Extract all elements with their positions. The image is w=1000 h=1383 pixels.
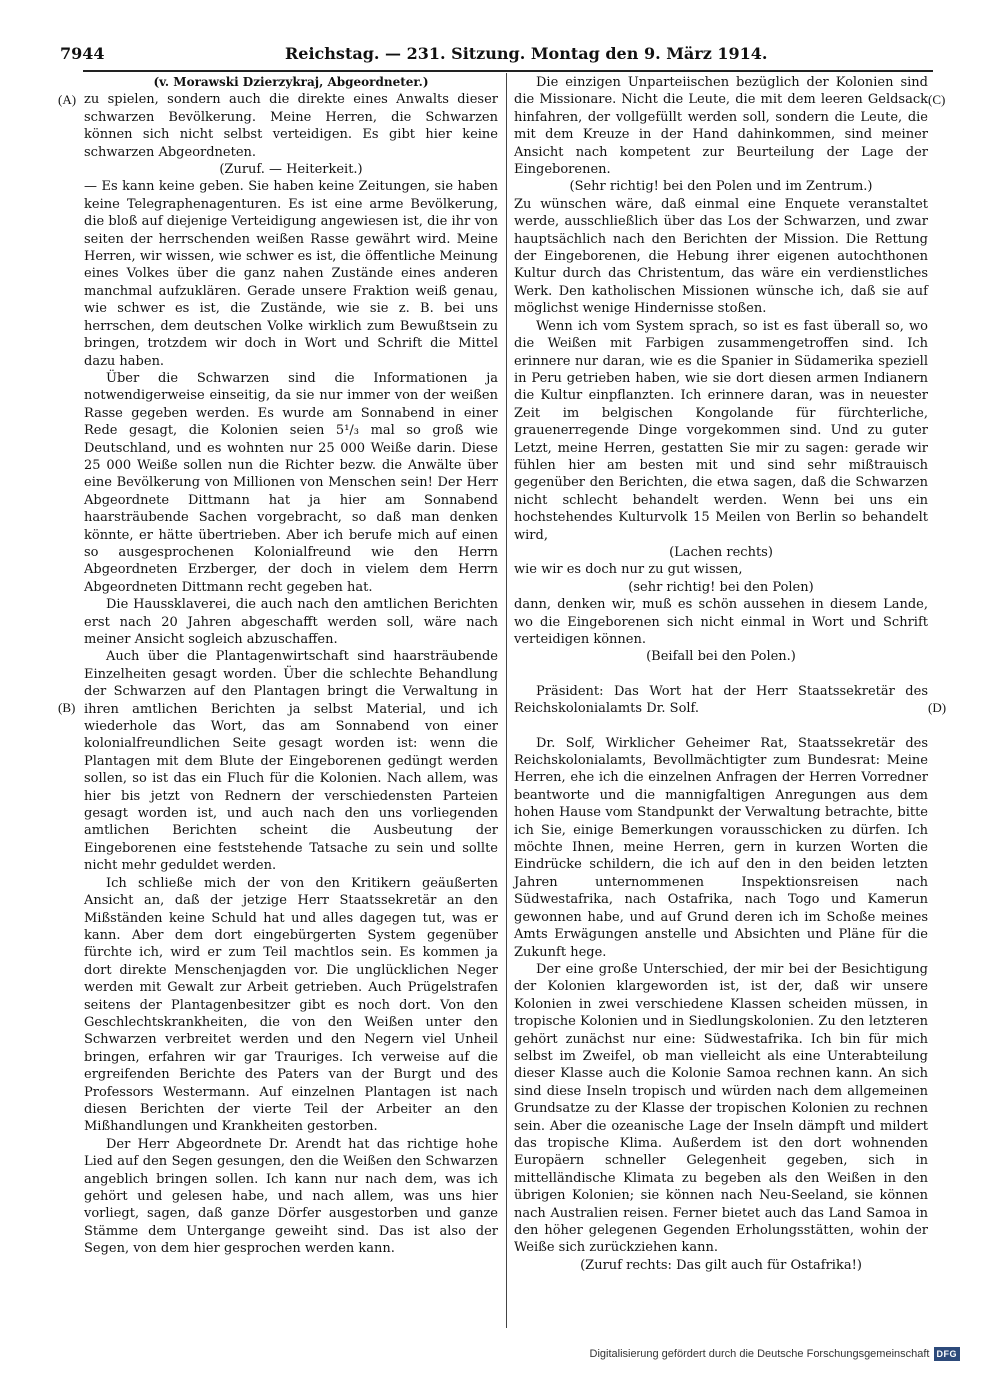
- margin-mark-b: (B): [58, 700, 76, 715]
- interjection: (Lachen rechts): [669, 544, 773, 560]
- paragraph: Über die Schwarzen sind die Informationen ja notwendigerweise einseitig, da sie nur immer von der weißen Rasse gegeben werden. Es wurde am Sonnabend in einer Rede gesagt, die Kolonien seien 5¹/₃ mal so groß wie Deutschland, und es wohnten nur 25 000 Weiße darin. Diese 25 000 Weiße sollen nun die Richter bezw. die Anwälte über eine Bevölkerung von Millionen von Menschen sein! Der Herr Abgeordnete Dittmann hat ja hier am Sonnabend haarsträubende Sachen vorgebracht, so daß man denken könnte, er hätte übertrieben. Aber ich berufe mich auf einen so ausgesprochenen Kolonialfreund wie den Herrn Abgeordneten Erzberger, der doch in vielem dem Herrn Abgeordneten Dittmann recht gegeben hat.: [84, 370, 498, 595]
- paragraph: Dr. Solf, Wirklicher Geheimer Rat, Staatssekretär des Reichskolonialamts, Bevollmächtigter zum Bundesrat: Meine Herren, ehe ich die einzelnen Anfragen der Herren Vorredner beantworte und die mannigfaltigen Anregungen aus dem hohen Hause vom Standpunkt der Verwaltung betrachte, bitte ich Sie, einige Bemerkungen vorausschicken zu dürfen. Ich möchte Ihnen, meine Herren, gern in kurzen Worten die Eindrücke schildern, die ich auf den in den beiden letzten Jahren unternommenen Inspektionsreisen nach Südwestafrika, nach Ostafrika, nach Togo und Kamerun gewonnen habe, und auf Grund deren ich im Schoße meines Amts Erwägungen anstelle und Absichten und Pläne für die Zukunft hege.: [514, 735, 928, 960]
- running-header: [60, 44, 768, 70]
- paragraph: — Es kann keine geben. Sie haben keine Zeitungen, sie haben keine Telegraphenagenturen. Es ist eine arme Bevölkerung, die bloß auf diejenige Verteidigung angewiesen ist, die ihr von seiten der herrschenden weißen Rasse gewährt wird. Meine Herren, wir wissen, wie schwer es ist, die öffentliche Meinung eines Volkes über die ganz nahen Zustände eines anderen manchmal aufzuklären. Gerade unsere Fraktion weiß genau, wie schwer es ist, die Zustände, wie sie z. B. bei uns herrschen, dem deutschen Volke wirklich zum Bewußtsein zu bringen, trotzdem wir doch in Wort und Schrift die Mittel dazu haben.: [84, 179, 498, 369]
- running-title: Reichstag. — 231. Sitzung. Montag den 9. März 1914.: [285, 44, 768, 63]
- page-number: 7944: [60, 44, 105, 63]
- margin-mark-c: (C): [928, 92, 946, 107]
- column-divider: [506, 73, 507, 1328]
- dfg-logo-icon: DFG: [934, 1347, 961, 1361]
- president-statement: Präsident: Das Wort hat der Herr Staatssekretär des Reichskolonialamts Dr. Solf.: [514, 683, 928, 717]
- header-rule: [83, 70, 933, 72]
- spacer: [514, 666, 928, 683]
- interjection: (sehr richtig! bei den Polen): [628, 579, 814, 595]
- margin-mark-d: (D): [928, 700, 947, 715]
- paragraph: Der Herr Abgeordnete Dr. Arendt hat das richtige hohe Lied auf den Segen gesungen, den die Weißen den Schwarzen angeblich bringen sollen. Ich kann nur nach dem, was ich gehört und gelesen habe, und nach allem, was uns hier vorliegt, sagen, daß ganze Dörfer ausgestorben und ganze Stämme dem Untergange geweiht sind. Das ist also der Segen, von dem hier gesprochen werden kann.: [84, 1136, 498, 1257]
- paragraph: Auch über die Plantagenwirtschaft sind haarsträubende Einzelheiten gesagt worden. Über die schlechte Behandlung der Schwarzen auf den Plantagen bringt die Verwaltung in ihren amtlichen Berichten ja selbst Material, und ich wiederhole das Wort, das am Sonnabend von einer kolonialfreundlichen Seite gesagt worden ist: wenn die Plantagen mit dem Blute der Eingeborenen gedüngt werden sollen, so ist das ein Fluch für die Kolonien. Nach allem, was hier bis jetzt von Rednern der verschiedensten Parteien gesagt worden ist, und auch nach den uns vorliegenden amtlichen Berichten scheint die Ausbeutung der Eingeborenen eine feststehende Tatsache zu sein und sollte nicht mehr geduldet werden.: [84, 649, 498, 874]
- spacer: [514, 718, 928, 735]
- paragraph: Zu wünschen wäre, daß einmal eine Enquete veranstaltet werde, ausschließlich über das Los der Schwarzen, und zwar hauptsächlich nach den Berichten der Mission. Die Rettung der Eingeborenen, die Hebung ihrer eigenen autochthonen Kultur durch das Christentum, das wäre ein verdienstliches Werk. Den katholischen Missionen wünsche ich, daß sie auf möglichst wenige Hindernisse stoßen.: [514, 196, 928, 317]
- paragraph: Der eine große Unterschied, der mir bei der Besichtigung der Kolonien klargeworden ist, ist der, daß wir unsere Kolonien in zwei verschiedene Klassen scheiden müssen, in tropische Kolonien und in Siedlungskolonien. Zu den letzteren gehört zunächst nur eine: Südwestafrika. Ich bin für mich selbst im Zweifel, ob man vielleicht als eine Unterabteilung dieser Klasse auch die Kolonie Samoa rechnen kann. An sich sind diese Inseln tropisch und würden nach dem allgemeinen Grundsatze zu der Klasse der tropischen Kolonien zu rechnen sein. Aber die ozeanische Lage der Inseln dämpft und mildert das tropische Klima. Außerdem ist den dort wohnenden Europäern schneller Gelegenheit gegeben, sich in mittelländische Klimata zu begeben als den Weißen in den übrigen Kolonien; sie können nach Neu-Seeland, sie können nach Australien reisen. Ferner bietet auch das Land Samoa in den höher gelegenen Gegenden Erholungsstätten, wohin der Weiße sich zurückziehen kann.: [514, 961, 928, 1256]
- right-column: [514, 74, 928, 1274]
- left-column: [84, 74, 498, 1258]
- paragraph: Die einzigen Unparteiischen bezüglich der Kolonien sind die Missionare. Nicht die Leute, die mit dem leeren Geldsack hinfahren, der vollgefüllt werden soll, sondern die Leute, die mit dem Kreuze in der Hand dahinkommen, sind meiner Ansicht nach kompetent zur Beurteilung der Lage der Eingeborenen.: [514, 75, 928, 178]
- paragraph: Ich schließe mich der von den Kritikern geäußerten Ansicht an, daß der jetzige Herr Staatssekretär an den Mißständen keine Schuld hat und alles dagegen tut, was er kann. Aber dem dort eingebürgerten System gegenüber fürchte ich, wird er zum Teil machtlos sein. Es kommen ja dort direkte Menschenjagden vor. Die unglücklichen Neger werden mit Gewalt zur Arbeit getrieben. Auch Prügelstrafen seitens der Plantagenbesitzer gibt es noch dort. Von den Geschlechtskrankheiten, die von den Weißen unter den Schwarzen verbreitet werden und den Negern viel Unheil bringen, erfahren wir gar Trauriges. Ich verweise auf die ergreifenden Berichte des Paters van der Burgt und des Professors Westermann. Auf einzelnen Plantagen ist nach diesen Berichten der vierte Teil der Arbeiter an den Mißhandlungen und Krankheiten gestorben.: [84, 875, 498, 1135]
- interjection: (Beifall bei den Polen.): [646, 649, 796, 665]
- interjection: (Sehr richtig! bei den Polen und im Zentrum.): [569, 179, 873, 195]
- speaker-line: (v. Morawski Dzierzykraj, Abgeordneter.): [153, 75, 429, 89]
- footer-text: Digitalisierung gefördert durch die Deutsche Forschungsgemeinschaft: [589, 1348, 930, 1360]
- paragraph: wie wir es doch nur zu gut wissen,: [514, 562, 743, 578]
- paragraph: zu spielen, sondern auch die direkte eines Anwalts dieser schwarzen Bevölkerung. Meine Herren, die Schwarzen können sich nicht selbst verteidigen. Es gibt hier keine schwarzen Abgeordneten.: [84, 92, 498, 160]
- paragraph: Wenn ich vom System sprach, so ist es fast überall so, wo die Weißen mit Farbigen zusammengetroffen sind. Ich erinnere nur daran, wie es die Spanier in Südamerika speziell in Peru getrieben haben, wie sie dort diesen armen Indianern die Kultur einpflanzten. Ich erinnere daran, was in neuester Zeit im belgischen Kongolande für fürchterliche, grauenerregende Dinge vorgekommen sind. Und zu guter Letzt, meine Herren, gestatten Sie mir zu sagen: gerade wir fühlen hier am besten mit und sind sehr mißtrauisch gegenüber den Berichten, die etwa sagen, daß die Schwarzen nicht schlecht behandelt werden. Wenn bei uns ein hochstehendes Kulturvolk 15 Meilen von Berlin so behandelt wird,: [514, 318, 928, 543]
- margin-mark-a: (A): [58, 92, 77, 107]
- interjection: (Zuruf rechts: Das gilt auch für Ostafrika!): [580, 1257, 862, 1273]
- digitization-credit: [590, 1347, 960, 1361]
- paragraph: dann, denken wir, muß es schön aussehen in diesem Lande, wo die Eingeborenen sich nicht einmal in Wort und Schrift verteidigen können.: [514, 597, 928, 647]
- paragraph: Die Haussklaverei, die auch nach den amtlichen Berichten erst nach 20 Jahren abgeschafft werden soll, wäre nach meiner Ansicht sogleich abzuschaffen.: [84, 597, 498, 647]
- interjection: (Zuruf. — Heiterkeit.): [219, 162, 363, 178]
